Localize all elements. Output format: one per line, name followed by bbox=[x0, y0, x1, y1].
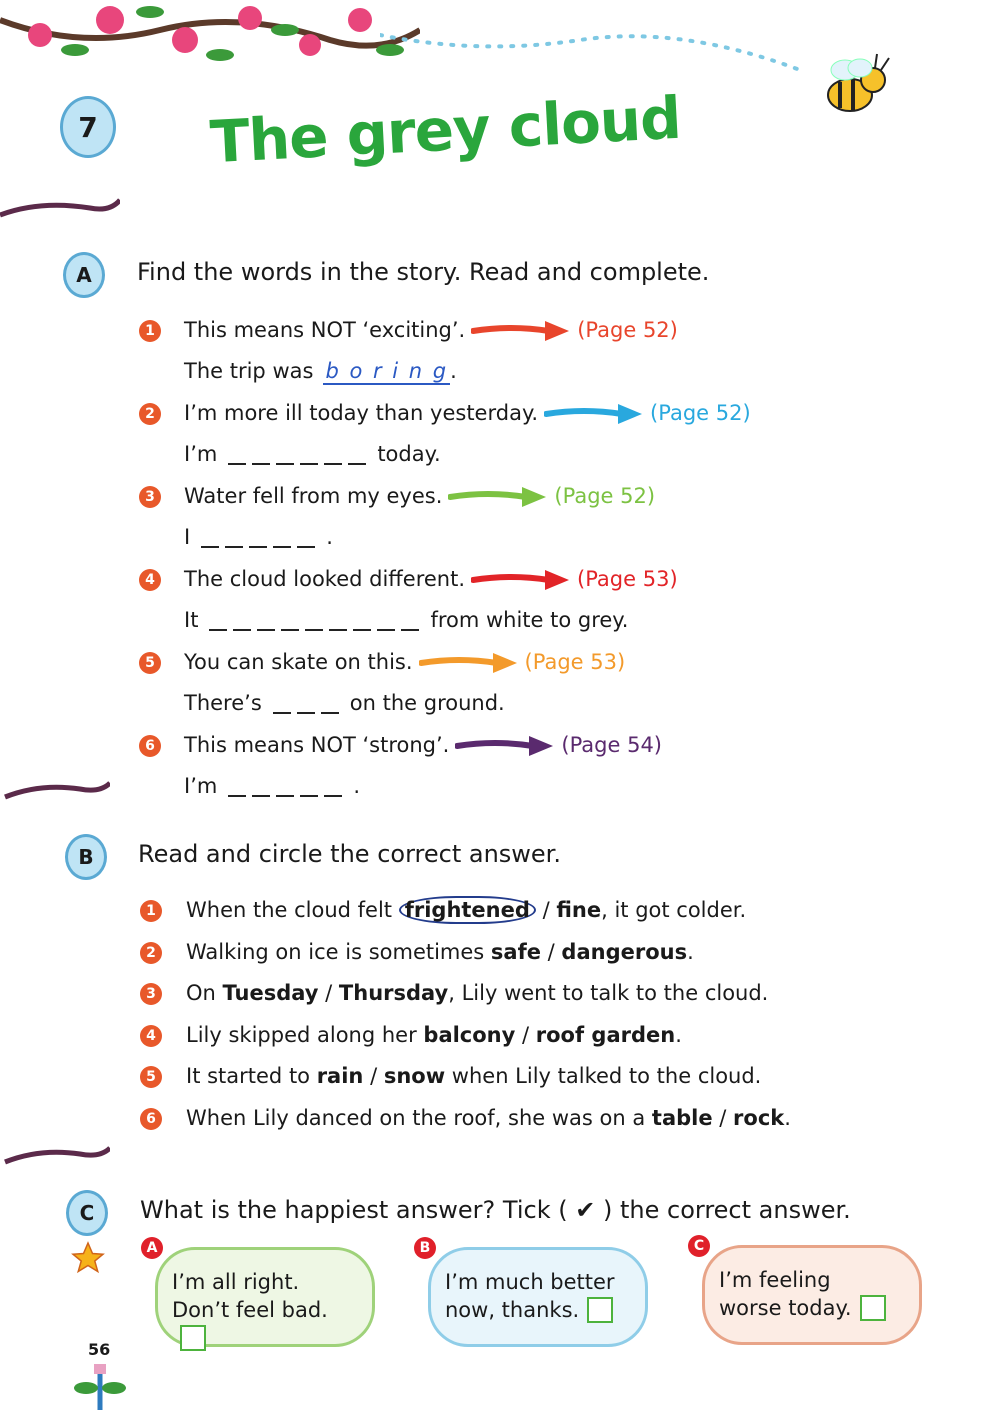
choice-sentence bbox=[186, 898, 746, 922]
item-number-badge: 4 bbox=[139, 569, 161, 591]
arrow-right-icon bbox=[544, 402, 644, 426]
section-c-heading: What is the happiest answer? Tick ( ✔ ) the correct answer. bbox=[140, 1196, 851, 1224]
flower-branch-decoration bbox=[0, 0, 420, 80]
choice-sentence bbox=[186, 940, 694, 964]
answer-line bbox=[184, 608, 628, 632]
sentence-end: . bbox=[784, 1105, 791, 1130]
page-reference: (Page 52) bbox=[577, 318, 678, 342]
item-number-badge: 3 bbox=[140, 983, 162, 1005]
answer-suffix: on the ground. bbox=[349, 691, 505, 715]
answer-blank[interactable] bbox=[270, 691, 342, 715]
arrow-right-icon bbox=[471, 319, 571, 343]
speech-bubble-option[interactable] bbox=[702, 1245, 922, 1345]
option-line-1: I’m all right. bbox=[172, 1270, 300, 1294]
item-number-badge: 1 bbox=[140, 900, 162, 922]
item-number-badge: 3 bbox=[139, 486, 161, 508]
answer-line bbox=[184, 359, 457, 385]
clue-text: The cloud looked different. bbox=[184, 567, 466, 591]
middle-branch-decoration bbox=[0, 775, 110, 815]
arrow-right-icon bbox=[471, 568, 571, 592]
arrow-right-icon bbox=[448, 485, 548, 509]
answer-prefix: There’s bbox=[184, 691, 262, 715]
arrow-right-icon bbox=[455, 734, 555, 758]
sentence-end: . bbox=[675, 1022, 682, 1047]
filled-answer: b o r i n g bbox=[325, 359, 449, 383]
answer-line bbox=[184, 691, 505, 715]
tick-checkbox[interactable] bbox=[587, 1297, 613, 1323]
speech-bubble-option[interactable] bbox=[428, 1247, 648, 1347]
option-separator: / bbox=[535, 898, 557, 922]
item-number-badge: 5 bbox=[139, 652, 161, 674]
option-badge: C bbox=[688, 1235, 710, 1257]
option-line-1: I’m much better bbox=[445, 1270, 615, 1294]
item-number-badge: 1 bbox=[139, 320, 161, 342]
item-number-badge: 2 bbox=[139, 403, 161, 425]
answer-suffix: . bbox=[450, 359, 457, 383]
option-two[interactable]: dangerous bbox=[561, 939, 688, 964]
option-two[interactable]: Thursday bbox=[338, 981, 449, 1005]
answer-blank[interactable] bbox=[198, 525, 318, 549]
option-line-2-row bbox=[719, 1294, 905, 1322]
section-a-heading: Find the words in the story. Read and complete. bbox=[137, 258, 710, 286]
item-number-badge: 4 bbox=[140, 1025, 162, 1047]
choice-sentence bbox=[186, 1106, 791, 1130]
option-separator: / bbox=[363, 1064, 384, 1088]
lower-branch-decoration bbox=[0, 1140, 110, 1180]
option-two[interactable]: snow bbox=[383, 1064, 446, 1088]
clue-text: This means NOT ‘strong’. bbox=[184, 733, 450, 757]
option-line-2-row bbox=[445, 1296, 631, 1324]
sentence-start: Lily skipped along her bbox=[186, 1022, 424, 1047]
answer-prefix: I’m bbox=[184, 774, 218, 798]
sentence-end: , it got colder. bbox=[601, 898, 747, 922]
choice-sentence bbox=[186, 1064, 761, 1088]
section-c-bulb: C bbox=[66, 1190, 108, 1236]
dotted-flight-path bbox=[380, 25, 820, 85]
top-branch-decoration bbox=[0, 190, 120, 230]
section-b-heading: Read and circle the correct answer. bbox=[138, 840, 561, 868]
clue-text: I’m more ill today than yesterday. bbox=[184, 401, 539, 425]
unit-number: 7 bbox=[78, 110, 98, 144]
speech-bubble-option[interactable] bbox=[155, 1247, 375, 1347]
tick-checkbox[interactable] bbox=[860, 1295, 886, 1321]
item-number-badge: 5 bbox=[140, 1066, 162, 1088]
sentence-start: On bbox=[186, 981, 223, 1005]
option-separator: / bbox=[712, 1105, 734, 1130]
bee-icon bbox=[805, 40, 905, 130]
section-a-bulb: A bbox=[63, 252, 105, 298]
item-number-badge: 2 bbox=[140, 942, 162, 964]
option-one[interactable]: safe bbox=[490, 939, 541, 964]
answer-prefix: It bbox=[184, 608, 199, 632]
sentence-end: . bbox=[687, 939, 694, 964]
section-b-bulb: B bbox=[65, 834, 107, 880]
star-icon bbox=[70, 1240, 106, 1276]
clue-line bbox=[184, 484, 655, 509]
sentence-start: When the cloud felt bbox=[186, 898, 399, 922]
sentence-start: It started to bbox=[186, 1064, 317, 1088]
page-title: The grey cloud bbox=[208, 83, 683, 177]
sentence-end: , Lily went to talk to the cloud. bbox=[448, 981, 769, 1005]
page-reference: (Page 53) bbox=[577, 567, 678, 591]
option-line-2: Don’t feel bad. bbox=[172, 1298, 328, 1322]
tick-icon: ✔ bbox=[575, 1196, 596, 1224]
option-one[interactable]: balcony bbox=[423, 1022, 516, 1047]
sentence-start: Walking on ice is sometimes bbox=[186, 939, 491, 964]
sentence-end: when Lily talked to the cloud. bbox=[445, 1064, 762, 1088]
answer-line bbox=[184, 525, 333, 549]
answer-prefix: The trip was bbox=[184, 359, 314, 383]
clue-text: Water fell from my eyes. bbox=[184, 484, 443, 508]
option-line-1: I’m feeling bbox=[719, 1268, 831, 1292]
option-one[interactable]: table bbox=[651, 1105, 713, 1130]
option-line-2-row bbox=[172, 1296, 358, 1352]
clue-line bbox=[184, 318, 678, 343]
answer-suffix: today. bbox=[377, 442, 441, 466]
option-line-2: worse today. bbox=[719, 1296, 852, 1320]
clue-line bbox=[184, 650, 625, 675]
option-separator: / bbox=[515, 1022, 536, 1047]
option-line-2: now, thanks. bbox=[445, 1298, 580, 1322]
item-number-badge: 6 bbox=[139, 735, 161, 757]
answer-line bbox=[184, 774, 360, 798]
option-one[interactable]: Tuesday bbox=[222, 981, 319, 1005]
choice-sentence bbox=[186, 981, 768, 1005]
choice-sentence bbox=[186, 1023, 682, 1047]
clue-line bbox=[184, 401, 751, 426]
sentence-start: When Lily danced on the roof, she was on a bbox=[186, 1105, 652, 1130]
answer-prefix: I bbox=[184, 525, 191, 549]
answer-suffix: . bbox=[353, 774, 361, 798]
clue-line bbox=[184, 567, 678, 592]
option-two[interactable]: rock bbox=[733, 1105, 785, 1130]
option-badge: A bbox=[141, 1237, 163, 1259]
option-separator: / bbox=[318, 981, 339, 1005]
option-two[interactable]: fine bbox=[556, 898, 602, 922]
plant-icon bbox=[70, 1362, 130, 1410]
answer-suffix: . bbox=[326, 525, 333, 549]
option-two[interactable]: roof garden bbox=[535, 1022, 676, 1047]
answer-suffix: from white to grey. bbox=[430, 608, 629, 632]
option-separator: / bbox=[540, 939, 562, 964]
option-one[interactable]: rain bbox=[316, 1064, 364, 1088]
option-one[interactable]: frightened bbox=[399, 896, 536, 924]
answer-blank[interactable] bbox=[206, 608, 422, 632]
item-number-badge: 6 bbox=[140, 1108, 162, 1130]
clue-text: You can skate on this. bbox=[184, 650, 413, 674]
clue-text: This means NOT ‘exciting’. bbox=[184, 318, 466, 342]
answer-prefix: I’m bbox=[184, 442, 218, 466]
answer-blank[interactable] bbox=[225, 774, 345, 798]
tick-checkbox[interactable] bbox=[180, 1325, 206, 1351]
page-reference: (Page 54) bbox=[561, 733, 662, 757]
answer-line bbox=[184, 442, 441, 466]
arrow-right-icon bbox=[419, 651, 519, 675]
page-reference: (Page 52) bbox=[650, 401, 751, 425]
page-number: 56 bbox=[88, 1340, 111, 1359]
page-reference: (Page 52) bbox=[554, 484, 656, 508]
unit-number-bulb bbox=[60, 96, 116, 158]
answer-blank[interactable] bbox=[225, 442, 369, 466]
clue-line bbox=[184, 733, 662, 758]
page-reference: (Page 53) bbox=[524, 650, 626, 674]
option-badge: B bbox=[414, 1237, 436, 1259]
